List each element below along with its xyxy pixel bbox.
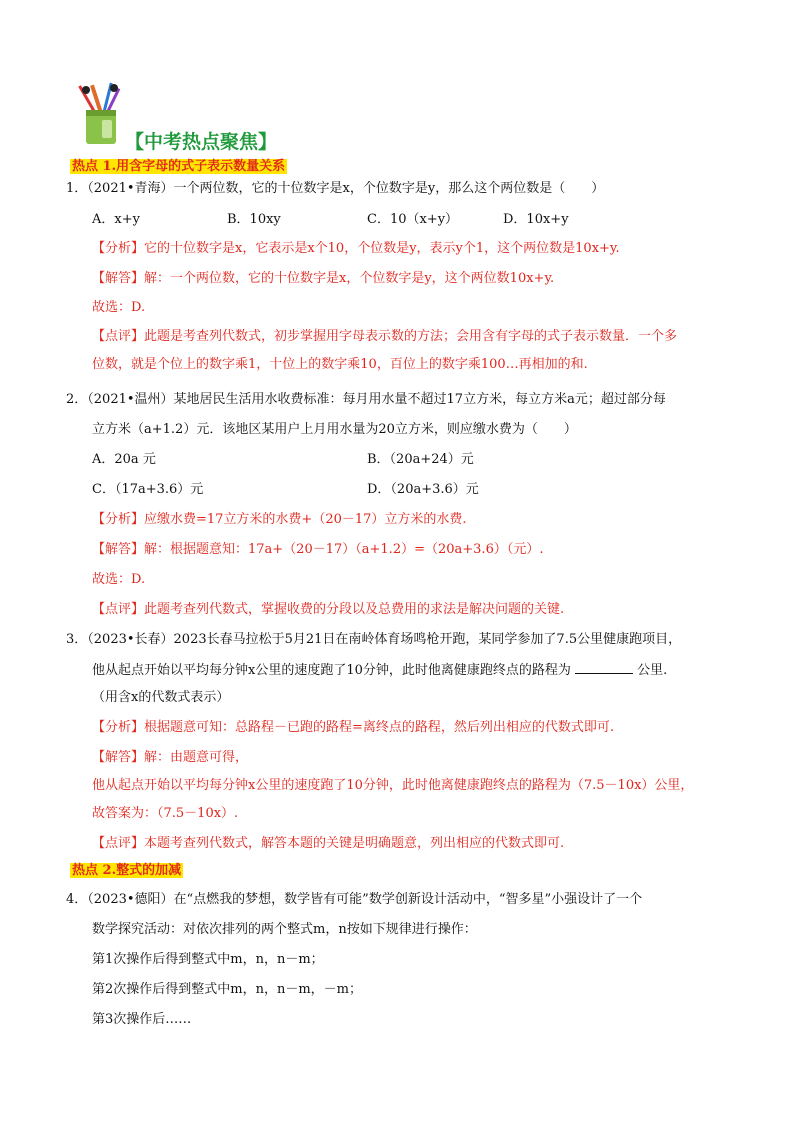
q3-stem-line3: （用含x的代数式表示）	[92, 690, 230, 705]
q2-option-a: A．20a 元	[92, 452, 156, 467]
q3-comment: 【点评】本题考查列代数式，解答本题的关键是明确题意，列出相应的代数式即可.	[92, 836, 565, 851]
hotspot-2-title: 热点 2.整式的加减	[72, 863, 182, 878]
hotspot-1-title: 热点 1.用含字母的式子表示数量关系	[72, 159, 286, 174]
q1-option-c: C．10（x+y）	[367, 212, 459, 227]
q3-answer: 故答案为：（7.5－10x）.	[92, 806, 239, 821]
q4-operation-1: 第1次操作后得到整式中m，n，n－m；	[92, 952, 324, 967]
q2-stem-line2: 立方米（a+1.2）元．该地区某用户上月用水量为20立方米，则应缴水费为（ ）	[92, 422, 577, 437]
q1-comment-line2: 位数，就是个位上的数字乘1，十位上的数字乘10，百位上的数字乘100…再相加的和.	[92, 357, 588, 372]
q1-analysis: 【分析】它的十位数字是x，它表示是x个10，个位数是y，表示y个1，这个两位数是10x+y.	[92, 241, 620, 256]
q2-option-c: C．（17a+3.6）元	[92, 482, 204, 497]
q1-stem: 1．（2021•青海）一个两位数，它的十位数字是x，个位数字是y，那么这个两位数是（ ）	[66, 181, 605, 196]
q3-analysis: 【分析】根据题意可知：总路程－已跑的路程=离终点的路程，然后列出相应的代数式即可.	[92, 720, 615, 735]
q1-option-b: B．10xy	[227, 212, 281, 227]
q3-stem-line1: 3．（2023•长春）2023长春马拉松于5月21日在南岭体育场鸣枪开跑，某同学参加了7.5公里健康跑项目，	[66, 632, 682, 647]
section-header: 【中考热点聚焦】	[125, 131, 278, 153]
q4-operation-2: 第2次操作后得到整式中m，n，n－m，－m；	[92, 982, 362, 997]
q1-option-a: A．x+y	[92, 212, 140, 227]
q2-comment: 【点评】此题考查列代数式，掌握收费的分段以及总费用的求法是解决问题的关键.	[92, 602, 565, 617]
q4-operation-3: 第3次操作后……	[92, 1012, 192, 1027]
q1-comment-line1: 【点评】此题是考查列代数式，初步掌握用字母表示数的方法；会用含有字母的式子表示数量．一个多	[92, 329, 678, 344]
q3-solution: 【解答】解：由题意可得，	[92, 750, 249, 765]
q3-answer-blank	[575, 661, 633, 674]
q2-analysis: 【分析】应缴水费=17立方米的水费+（20－17）立方米的水费.	[92, 512, 467, 527]
q3-stem-line2	[92, 661, 667, 680]
q2-solution: 【解答】解：根据题意知：17a+（20－17）（a+1.2）=（20a+3.6）（元）.	[92, 542, 544, 557]
q4-stem-line2: 数学探究活动：对依次排列的两个整式m，n按如下规律进行操作：	[92, 922, 477, 937]
q4-stem-line1: 4．（2023•德阳）在“点燃我的梦想，数学皆有可能”数学创新设计活动中，“智多星”小强设计了一个	[66, 892, 643, 907]
pencil-cup-icon	[72, 80, 128, 148]
q2-choice: 故选：D.	[92, 572, 146, 587]
q2-option-d: D．（20a+3.6）元	[367, 482, 479, 497]
q1-option-d: D．10x+y	[503, 212, 569, 227]
q3-stem-line2-text: 他从起点开始以平均每分钟x公里的速度跑了10分钟，此时他离健康跑终点的路程为	[92, 663, 571, 678]
q3-stem-line2-unit: 公里.	[637, 663, 668, 678]
q1-choice: 故选：D.	[92, 300, 146, 315]
q2-stem-line1: 2．（2021•温州）某地居民生活用水收费标准：每月用水量不超过17立方米，每立方米a元；超过部分每	[66, 392, 666, 407]
q3-solution-line2: 他从起点开始以平均每分钟x公里的速度跑了10分钟，此时他离健康跑终点的路程为（7.5－10x）公里，	[92, 778, 694, 793]
q1-solution: 【解答】解：一个两位数，它的十位数字是x，个位数字是y，这个两位数10x+y.	[92, 271, 555, 286]
q2-option-b: B．（20a+24）元	[367, 452, 474, 467]
